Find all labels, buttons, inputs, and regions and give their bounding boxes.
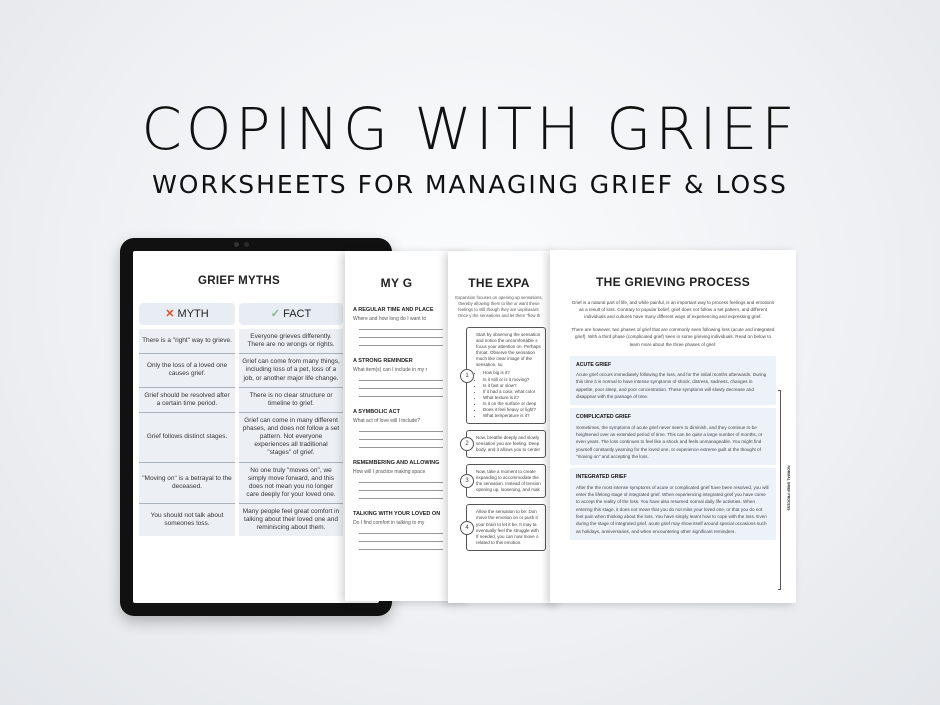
side-label: NORMAL GRIEF PROCESS bbox=[786, 465, 791, 511]
bullet-item: • Is it still or is it moving? bbox=[483, 377, 541, 383]
fact-label: FACT bbox=[283, 308, 312, 320]
answer-line[interactable] bbox=[359, 380, 443, 381]
phase-heading: COMPLICATED GRIEF bbox=[576, 414, 631, 421]
answer-line[interactable] bbox=[359, 447, 443, 448]
answer-line[interactable] bbox=[359, 431, 443, 432]
bullet-item: • Is it fast or slow? bbox=[483, 383, 541, 389]
page-title: GRIEF MYTHS bbox=[198, 275, 280, 287]
bullet-item: • How big is it? bbox=[483, 370, 541, 376]
answer-line[interactable] bbox=[359, 482, 443, 483]
intro-text: Expansion focuses on opening up sensations, thereby allowing them to like or want these feelings to still though they are unpleasant. Once y the sensations and let them "flow th bbox=[455, 295, 543, 319]
myth-cell: Grief follows distinct stages. bbox=[139, 413, 235, 463]
section-heading: A SYMBOLIC ACT bbox=[353, 409, 400, 415]
step-number: 4 bbox=[460, 521, 474, 535]
phase-text: Sometimes, the symptoms of acute grief never seem to diminish, and they continue to be heightened over an extended period of time. This can be quite a large number of months, or even years. The loss continues to feel like a shock and feels unmanageable. You might find yourself constantly yearning for the loved one, or experience extreme guilt at the thought of "moving on" and accepting the loss. bbox=[576, 424, 763, 460]
section-heading: A REGULAR TIME AND PLACE bbox=[353, 307, 434, 313]
section-heading: A STRONG REMINDER bbox=[353, 358, 413, 364]
page-title: MY G bbox=[380, 276, 413, 290]
sensor-icon bbox=[244, 242, 249, 247]
grief-myths-worksheet bbox=[133, 251, 379, 603]
step-text: Now, breathe deeply and slowly sensation you are feeling. Deep body, and it allows you to center bbox=[476, 434, 540, 453]
main-title: COPING WITH GRIEF bbox=[141, 95, 799, 163]
fact-cell: Everyone grieves differently. There are no wrongs or rights. bbox=[239, 329, 343, 354]
section-question: What item(s) can I include in my r bbox=[353, 367, 428, 373]
phase-text: Acute grief occurs immediately following the loss, and for the initial months afterwards. During this time it is normal to have intense symptoms of shock, distress, sadness, changes in appetite, poor sleep, and poor concentration. These symptoms will slowly decrease and disappear with the passage of time. bbox=[576, 371, 767, 399]
x-mark-icon: ✕ bbox=[165, 308, 175, 320]
answer-line[interactable] bbox=[359, 396, 443, 397]
answer-line[interactable] bbox=[359, 498, 443, 499]
answer-line[interactable] bbox=[359, 329, 443, 330]
section-question: Do I find comfort in talking to my bbox=[353, 520, 425, 526]
step-number: 2 bbox=[460, 437, 474, 451]
section-heading: REMEMBERING AND ALLOWING bbox=[353, 460, 440, 466]
step-text: Start by observing the sensation and notice the uncomfortable s focus your attention on. Perhaps throat. Observe the sensation much like clear image of the sensation, su bbox=[476, 332, 541, 368]
myth-cell: You should not talk about someones loss. bbox=[139, 504, 235, 536]
section-question: How will I practice making space bbox=[353, 469, 426, 475]
intro-paragraph-1: Grief is a natural part of life, and while painful, is an important way to process feelings and emotions as a result of loss. Contrary to popular belief, grief does not follow a set pattern, and different individuals and cultures have many different ways of experiencing and expressing grief. bbox=[571, 300, 775, 320]
answer-line[interactable] bbox=[359, 541, 443, 542]
section-question: What act of love will I include? bbox=[353, 418, 420, 424]
fact-cell: No one truly "moves on", we simply move forward, and this does not mean you no longer care deeply for your loved one. bbox=[239, 463, 343, 505]
fact-cell: Many people feel great comfort in talking about their loved one and reminiscing about them. bbox=[239, 504, 343, 536]
step-box bbox=[466, 464, 546, 498]
step-box bbox=[466, 327, 546, 424]
phase-heading: INTEGRATED GRIEF bbox=[576, 474, 627, 481]
fact-header bbox=[239, 303, 343, 325]
answer-line[interactable] bbox=[359, 439, 443, 440]
myth-cell: "Moving on" is a betrayal to the deceased. bbox=[139, 463, 235, 505]
phase-text: After the the most intense symptoms of acute or complicated grief have been resolved, you will enter the lifelong stage of integrated grief. When experiencing integrated grief you have come to accept the reality of the loss. You have also resumed normal daily life activities. When entering this stage, it does not mean that you do not miss your loved one, or that you do not feel pain when thinking about the loss. You have simply learnt how to cope with the loss. Even during the stage of integrated grief, acute grief may show itself around special occasions such as holidays, anniversaries, and when encountering other significant reminders. bbox=[576, 484, 769, 534]
phase-block bbox=[570, 408, 776, 465]
step-box bbox=[466, 430, 546, 458]
answer-line[interactable] bbox=[359, 533, 443, 534]
myth-fact-table bbox=[139, 303, 343, 536]
answer-line[interactable] bbox=[359, 549, 443, 550]
bullet-item: • What temperature is it? bbox=[483, 413, 541, 419]
myth-label: MYTH bbox=[177, 308, 209, 320]
page-title: THE EXPA bbox=[468, 276, 530, 290]
phase-block bbox=[570, 468, 776, 540]
fact-cell: There is no clear structure or timeline to grief. bbox=[239, 388, 343, 413]
section-question: Where and how long do I want to bbox=[353, 316, 427, 322]
answer-line[interactable] bbox=[359, 490, 443, 491]
camera-icon bbox=[234, 242, 239, 247]
step-number: 1 bbox=[460, 369, 474, 383]
bullet-item: • If it had a color, what color bbox=[483, 389, 541, 395]
answer-line[interactable] bbox=[359, 388, 443, 389]
page-title: THE GRIEVING PROCESS bbox=[595, 275, 751, 289]
myth-cell: Only the loss of a loved one causes grief. bbox=[139, 354, 235, 387]
step-box bbox=[466, 504, 546, 550]
myth-header bbox=[139, 303, 235, 325]
grieving-process-worksheet bbox=[550, 250, 796, 603]
phase-block bbox=[570, 356, 776, 406]
bracket bbox=[778, 390, 781, 590]
bullet-item: • Does it feel heavy or light? bbox=[483, 407, 541, 413]
intro-paragraph-2: There are however, two phases of grief that are commonly seen following loss (acute and integrated grief). With a third phase (complicated grief) seen in some grieving individuals. Read on below to learn more about the three phases of grief. bbox=[571, 327, 775, 347]
answer-line[interactable] bbox=[359, 337, 443, 338]
fact-cell: Grief can come from many things, including loss of a pet, loss of a job, or another major life change. bbox=[239, 354, 343, 387]
expansion-worksheet bbox=[448, 251, 560, 603]
myth-cell: Grief should be resolved after a certain time period. bbox=[139, 388, 235, 413]
step-number: 3 bbox=[460, 474, 474, 488]
section-heading: TALKING WITH YOUR LOVED ON bbox=[353, 511, 441, 517]
bullet-item: • Is it on the surface or deep bbox=[483, 401, 541, 407]
step-text: Allow the sensation to be. Don move the emotion on or push it your brain to let it be. It may ta eventually feel the struggle with If needed, you can now move o related to this emotion. bbox=[476, 509, 539, 545]
step-text: Now, take a moment to create expanding to accommodate the the sensation. Instead of tension opening up, loosening, and mak bbox=[476, 469, 541, 493]
phase-heading: ACUTE GRIEF bbox=[576, 361, 612, 368]
myth-cell: There is a "right" way to grieve. bbox=[139, 329, 235, 354]
fact-cell: Grief can come in many different phases, and does not follow a set pattern. Not everyone experiences all traditional "stages" of grief. bbox=[239, 413, 343, 463]
check-mark-icon: ✓ bbox=[270, 308, 281, 320]
bullet-item: • What texture is it? bbox=[483, 395, 541, 401]
answer-line[interactable] bbox=[359, 345, 443, 346]
subtitle: WORKSHEETS FOR MANAGING GRIEF & LOSS bbox=[152, 170, 788, 199]
